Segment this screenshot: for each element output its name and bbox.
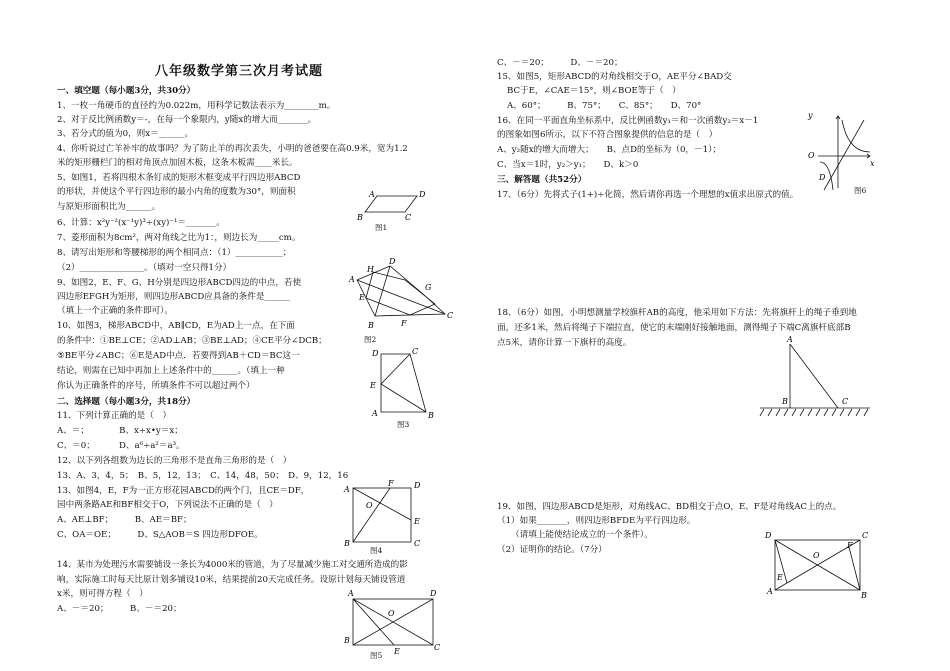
q15-options: A、60°； B、75°； C、85°； D、70° — [507, 101, 702, 111]
section-3-heading: 三、解答题（共52分） — [497, 175, 587, 185]
q4-line2: 米的矩形栅栏门的相对角顶点加固木板，这条木板需____米长。 — [57, 158, 298, 168]
q10-line4: 结论，则需在已知中再加上上述条件中的______。（填上一种 — [57, 366, 285, 376]
q16-ab: A、y₂随x的增大而增大； B、点D的坐标为（0，－1）； — [497, 145, 721, 155]
q16-line1: 16、在同一平面直角坐标系中，反比例函数y₁＝和一次函数y₂＝x－1 — [497, 116, 759, 126]
svg-text:B: B — [368, 321, 374, 330]
svg-text:A: A — [767, 587, 773, 596]
q2: 2、对于反比例函数y＝-，在每一个象限内，y随x的增大而_______。 — [57, 115, 317, 125]
q13-ab: A、AE⊥BF； B、AE＝BF； — [57, 515, 192, 525]
svg-text:D: D — [372, 349, 379, 358]
figure-4-caption: 图4 — [370, 546, 383, 555]
q16-cd: C、当x＝1时，y₂＞y₁； D、k＞0 — [497, 160, 639, 170]
svg-text:C: C — [447, 311, 454, 320]
exam-title: 八年级数学第三次月考试题 — [155, 64, 324, 79]
svg-text:y: y — [808, 111, 813, 120]
svg-text:A: A — [348, 589, 354, 598]
q5-line3: 与原矩形面积比为______。 — [57, 202, 161, 212]
q16-line2: 的图象如图6所示，以下不符合图象提供的信息的是（ ） — [497, 130, 718, 140]
q3: 3、若分式的值为0，则x＝______。 — [57, 129, 194, 139]
q18-line2: 面，还多1米，然后将绳子下端拉直，使它的末端刚好接触地面，测得绳子下端C离旗杆底部B — [497, 323, 851, 333]
q12-options: 13、A、3，4，5； B、5，12，13； C、14，48，50； D、9，12，16 — [57, 471, 349, 481]
svg-text:E: E — [414, 517, 420, 526]
q4-line1: 4、你听说过亡羊补牢的故事吗？为了防止羊的再次丢失，小明的爸爸要在高0.9米，宽为1.2 — [57, 144, 408, 154]
svg-text:A: A — [787, 335, 793, 344]
svg-text:E: E — [370, 381, 376, 390]
svg-text:E: E — [359, 293, 365, 302]
q11-ab: A、＝； B、x÷x•y＝x； — [57, 426, 183, 436]
svg-text:D: D — [819, 173, 826, 182]
figure-4 — [342, 480, 427, 550]
svg-text:O: O — [366, 501, 373, 510]
q6: 6、计算：x²y⁻²(x⁻¹y)³÷(xy)⁻¹＝_______。 — [57, 218, 225, 228]
q11: 11、下列计算正确的是（ ） — [57, 411, 172, 421]
svg-text:A: A — [369, 190, 375, 199]
svg-text:x: x — [870, 159, 875, 168]
svg-text:B: B — [782, 397, 788, 406]
svg-text:C: C — [412, 347, 419, 356]
svg-text:A: A — [349, 275, 355, 284]
svg-text:B: B — [428, 411, 434, 420]
svg-text:C: C — [414, 539, 421, 548]
q15-line2: BC于E，∠CAE＝15°，则∠BOE等于（ ） — [507, 86, 681, 96]
figure-2-caption: 图2 — [364, 335, 377, 344]
q10-line1: 10、如图3，梯形ABCD中，AB∥CD，E为AD上一点，在下面 — [57, 321, 295, 331]
q9-line2: 四边形EFGH为矩形，则四边形ABCD应具备的条件是______ — [57, 292, 291, 302]
q19-line3: （请填上能使结论成立的一个条件）。 — [511, 530, 653, 540]
svg-text:C: C — [842, 397, 849, 406]
q7: 7、菱形面积为8cm²，两对角线之比为1：，则边长为_____cm。 — [57, 233, 301, 243]
q14-line1: 14、某市为处理污水需要铺设一条长为4000米的管道，为了尽量减少施工对交通所造成的影 — [57, 560, 408, 570]
q14-cd: C、－＝20； D、－＝20； — [497, 58, 623, 68]
q11-cd: C、＝0； D、a⁶÷a²＝a³。 — [57, 441, 185, 451]
q13-line2: 园中两条路AE和BF相交于O，下列说法不正确的是（ ） — [57, 500, 278, 510]
svg-text:H: H — [367, 265, 374, 274]
figure-flagpole — [760, 335, 880, 424]
svg-text:D: D — [430, 589, 437, 598]
q19-line4: （2）证明你的结论。（7分） — [497, 545, 607, 555]
svg-text:C: C — [434, 643, 441, 652]
q9-line3: （填上一个正确的条件即可）。 — [57, 306, 174, 316]
svg-text:B: B — [357, 213, 363, 222]
figure-6-caption: 图6 — [854, 186, 867, 195]
q19-line2: （1）如果_______，则四边形BFDE为平行四边形。 — [497, 516, 696, 526]
section-2-heading: 二、选择题（每小题3分，共18分） — [57, 397, 196, 407]
svg-text:D: D — [389, 257, 396, 266]
figure-q19 — [765, 528, 875, 600]
svg-text:F: F — [388, 479, 394, 488]
svg-text:G: G — [425, 283, 432, 292]
svg-text:E: E — [777, 573, 783, 582]
svg-text:O: O — [808, 151, 815, 160]
q8-line2: （2）_______________。（填对一空只得1分） — [57, 263, 232, 273]
q14-line3: x米，则可得方程（ ） — [57, 589, 148, 599]
figure-1 — [355, 186, 435, 231]
svg-text:O: O — [388, 609, 395, 618]
svg-text:A: A — [344, 485, 350, 494]
svg-text:D: D — [419, 190, 426, 199]
q14-line2: 响，实际施工时每天比原计划多铺设10米，结果提前20天完成任务。设原计划每天铺设管道 — [57, 575, 406, 585]
svg-text:C: C — [405, 213, 412, 222]
q15-line1: 15、如图5，矩形ABCD的对角线相交于O，AE平分∠BAD交 — [497, 72, 732, 82]
figure-2 — [345, 256, 455, 336]
svg-text:B: B — [344, 539, 350, 548]
q10-line3: ⑤BE平分∠ABC；⑥E是AD中点．若要得到AB＋CD＝BC这一 — [57, 351, 300, 361]
q18-line1: 18、（6分）如图，小明想测量学校旗杆AB的高度，他采用如下方法：先将旗杆上的绳子垂到地 — [497, 308, 857, 318]
q10-line2: 的条件中：①BE⊥CE；②AD⊥AB；③BE⊥AD；④CE平分∠DCB； — [57, 336, 327, 346]
figure-3 — [370, 346, 440, 421]
svg-text:C: C — [862, 531, 869, 540]
svg-text:E: E — [394, 647, 400, 656]
q14-ab: A、－＝20； B、－＝20； — [57, 604, 182, 614]
q5-line2: 的形状，并使这个平行四边形的最小内角的度数为30°，则面积 — [57, 187, 296, 197]
svg-text:D: D — [414, 481, 421, 490]
svg-text:A: A — [372, 409, 378, 418]
svg-text:B: B — [344, 636, 350, 645]
q10-line5: 你认为正确条件的序号，所填条件不可以超过两个） — [57, 381, 255, 391]
q5-line1: 5、如图1，若将四根木条钉成的矩形木框变成平行四边形ABCD — [57, 173, 301, 183]
q17: 17、（6分）先将式子(1+)÷化简，然后请你再选一个理想的x值求出原式的值。 — [497, 190, 799, 200]
q18-line3: 点5米，请你计算一下旗杆的高度。 — [497, 338, 632, 348]
q19-line1: 19、如图，四边形ABCD是矩形，对角线AC、BD相交于点O，E、F是对角线AC上的点。 — [497, 502, 842, 512]
figure-6 — [808, 111, 878, 192]
figure-3-caption: 图3 — [397, 420, 410, 429]
q9-line1: 9、如图2，E、F、G、H分别是四边形ABCD四边的中点，若使 — [57, 278, 302, 288]
section-1-heading: 一、填空题（每小题3分，共30分） — [57, 86, 196, 96]
q12: 12、以下列各组数为边长的三角形不是直角三角形的是（ ） — [57, 456, 292, 466]
figure-1-caption: 图1 — [375, 223, 388, 232]
svg-text:B: B — [861, 591, 867, 600]
svg-text:F: F — [847, 541, 853, 550]
q8-line1: 8、请写出矩形和等腰梯形的两个相同点：（1）___________； — [57, 248, 292, 258]
q1: 1、一枚一角硬币的直径约为0.022m，用科学记数法表示为________m。 — [57, 101, 336, 111]
svg-text:D: D — [765, 531, 772, 540]
q13-cd: C、OA＝OE； D、S△AOB＝S 四边形DFOE。 — [57, 530, 263, 540]
svg-text:O: O — [813, 551, 820, 560]
q13-line1: 13、如图4，E，F为一正方形花园ABCD的两个门，且CE＝DF， — [57, 486, 310, 496]
figure-5-caption: 图5 — [370, 651, 383, 660]
svg-text:F: F — [401, 319, 407, 328]
